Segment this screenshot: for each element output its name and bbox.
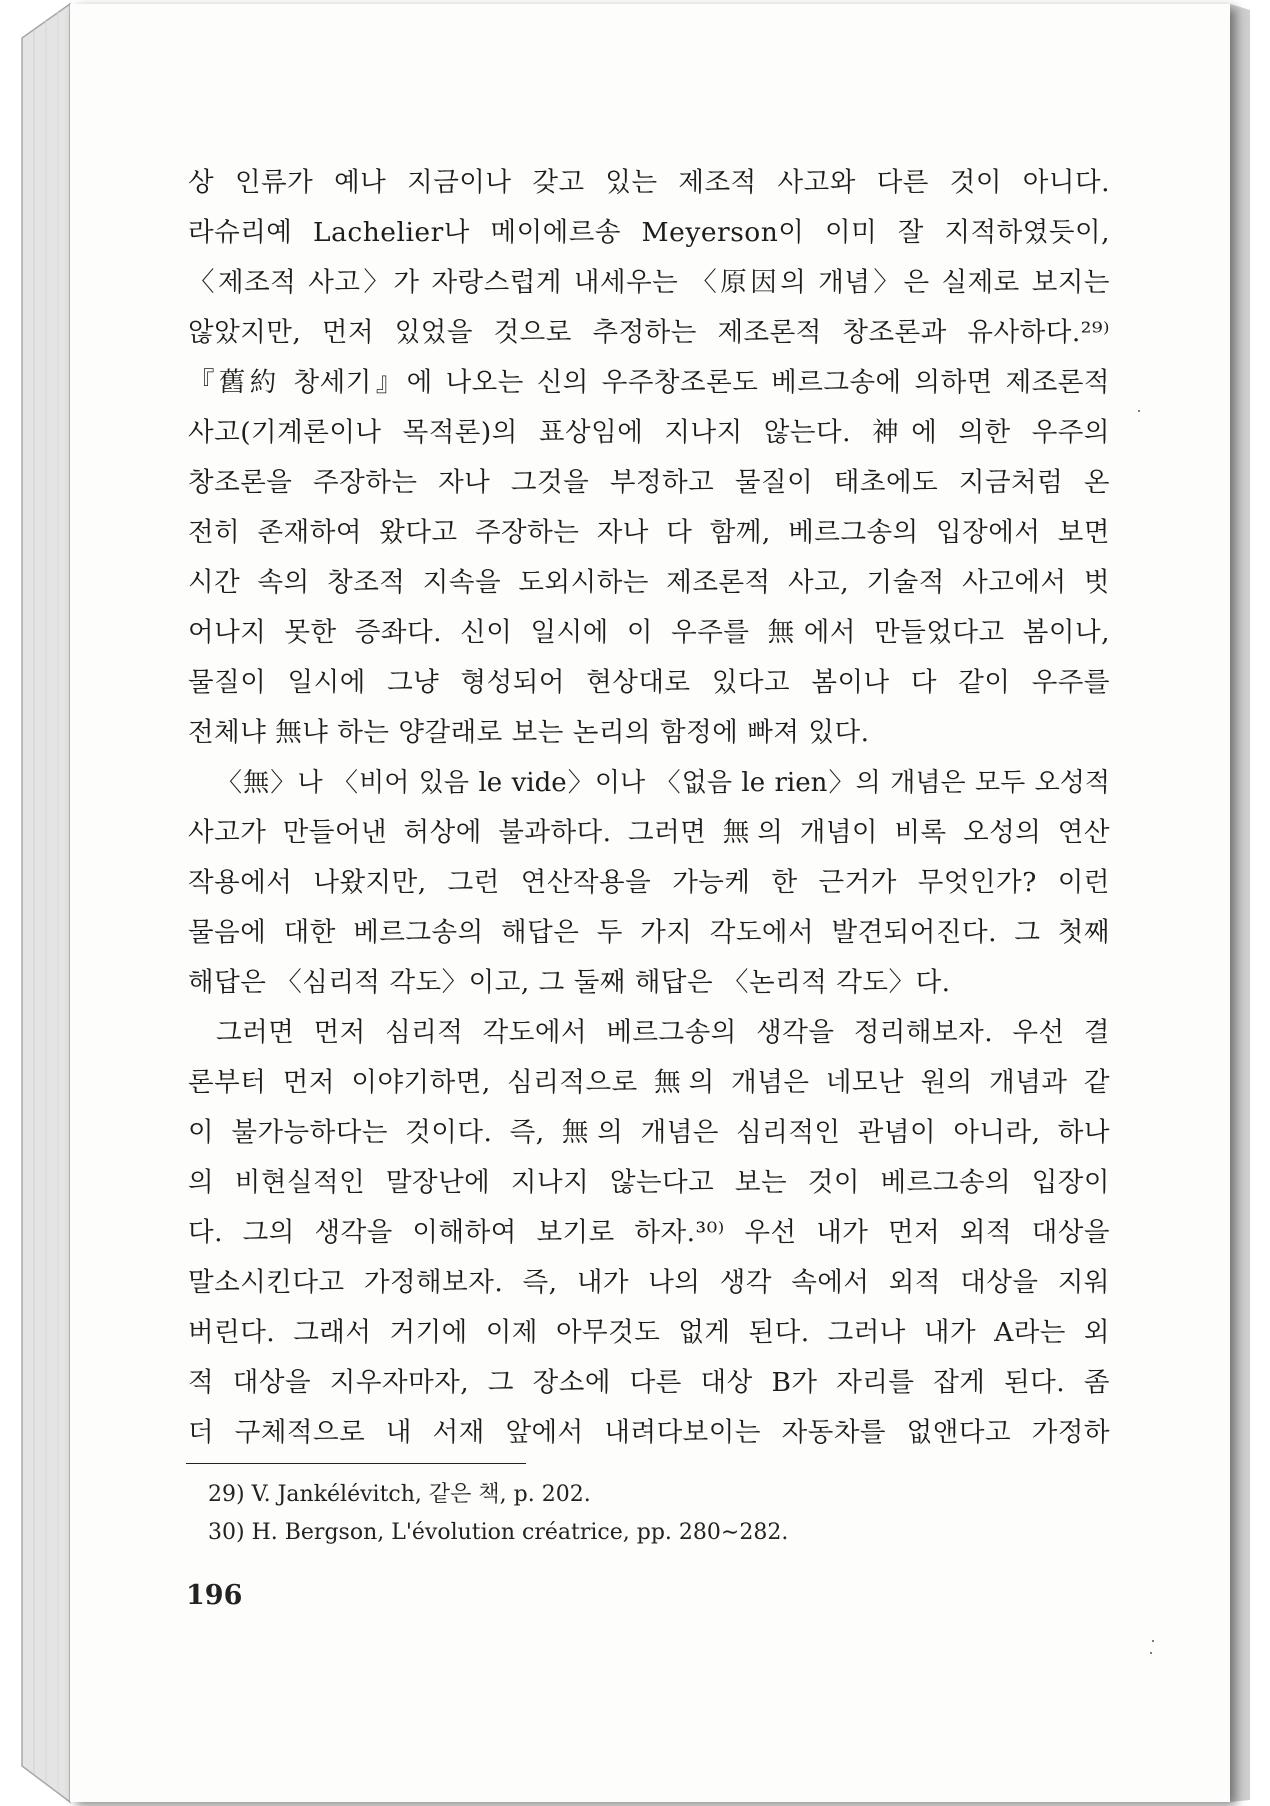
text-line: 다. 그의 생각을 이해하여 보기로 하자.³⁰⁾ 우선 내가 먼저 외적 대상을: [188, 1217, 1110, 1248]
text-line: 〈無〉나 〈비어 있음 le vide〉이나 〈없음 le rien〉의 개념은 모두 오성적: [216, 768, 1110, 798]
text-line: 시간 속의 창조적 지속을 도외시하는 제조론적 사고, 기술적 사고에서 벗: [188, 567, 1110, 598]
text-line: 작용에서 나왔지만, 그런 연산작용을 가능케 한 근거가 무엇인가? 이런: [188, 867, 1110, 898]
text-line: 론부터 먼저 이야기하면, 심리적으로 無의 개념은 네모난 원의 개념과 같: [188, 1067, 1110, 1098]
footnote-30: 30) H. Bergson, L'évolution créatrice, pp. 280∼282.: [208, 1520, 789, 1545]
text-line: 이 불가능하다는 것이다. 즉, 無의 개념은 심리적인 관념이 아니라, 하나: [188, 1117, 1110, 1148]
text-line: 상 인류가 예나 지금이나 갖고 있는 제조적 사고와 다른 것이 아니다.: [188, 167, 1110, 198]
footnotes: [208, 1476, 788, 1552]
text-line: 물질이 일시에 그냥 형성되어 현상대로 있다고 봄이나 다 같이 우주를: [188, 667, 1110, 698]
body-text: [188, 158, 1110, 1458]
speck: [1150, 1652, 1152, 1654]
text-line: 전체냐 無냐 하는 양갈래로 보는 논리의 함정에 빠져 있다.: [188, 717, 870, 748]
text-line: 그러면 먼저 심리적 각도에서 베르그송의 생각을 정리해보자. 우선 결: [216, 1017, 1110, 1048]
speck: [1152, 1640, 1154, 1642]
text-line: 어나지 못한 증좌다. 신이 일시에 이 우주를 無에서 만들었다고 봄이나,: [188, 617, 1110, 648]
text-line: 버린다. 그래서 거기에 이제 아무것도 없게 된다. 그러나 내가 A라는 외: [188, 1317, 1110, 1348]
footnote-29: 29) V. Jankélévitch, 같은 책, p. 202.: [208, 1482, 591, 1507]
text-line: 창조론을 주장하는 자나 그것을 부정하고 물질이 태초에도 지금처럼 온: [188, 467, 1110, 498]
text-line: 말소시킨다고 가정해보자. 즉, 내가 나의 생각 속에서 외적 대상을 지워: [188, 1267, 1110, 1298]
page-number: 196: [186, 1580, 243, 1611]
text-line: 물음에 대한 베르그송의 해답은 두 가지 각도에서 발견되어진다. 그 첫째: [188, 917, 1110, 948]
text-line: 적 대상을 지우자마자, 그 장소에 다른 대상 B가 자리를 잡게 된다. 좀: [188, 1367, 1110, 1398]
speck: [1138, 410, 1140, 412]
text-line: 『舊約 창세기』에 나오는 신의 우주창조론도 베르그송에 의하면 제조론적: [188, 367, 1110, 398]
text-line: 사고가 만들어낸 허상에 불과하다. 그러면 無의 개념이 비록 오성의 연산: [188, 817, 1110, 848]
text-line: 전히 존재하여 왔다고 주장하는 자나 다 함께, 베르그송의 입장에서 보면: [188, 517, 1110, 548]
text-line: 해답은 〈심리적 각도〉이고, 그 둘째 해답은 〈논리적 각도〉다.: [188, 967, 951, 998]
footnote-divider: [186, 1463, 526, 1464]
text-line: 의 비현실적인 말장난에 지나지 않는다고 보는 것이 베르그송의 입장이: [188, 1167, 1110, 1198]
text-line: 더 구체적으로 내 서재 앞에서 내려다보이는 자동차를 없앤다고 가정하: [188, 1417, 1110, 1448]
text-line: 않았지만, 먼저 있었을 것으로 추정하는 제조론적 창조론과 유사하다.²⁹⁾: [188, 317, 1110, 348]
text-line: 사고(기계론이나 목적론)의 표상임에 지나지 않는다. 神에 의한 우주의: [188, 417, 1110, 448]
text-line: 〈제조적 사고〉가 자랑스럽게 내세우는 〈原因의 개념〉은 실제로 보지는: [188, 267, 1110, 298]
text-line: 라슈리예 Lachelier나 메이에르송 Meyerson이 이미 잘 지적하였듯이,: [188, 217, 1110, 248]
